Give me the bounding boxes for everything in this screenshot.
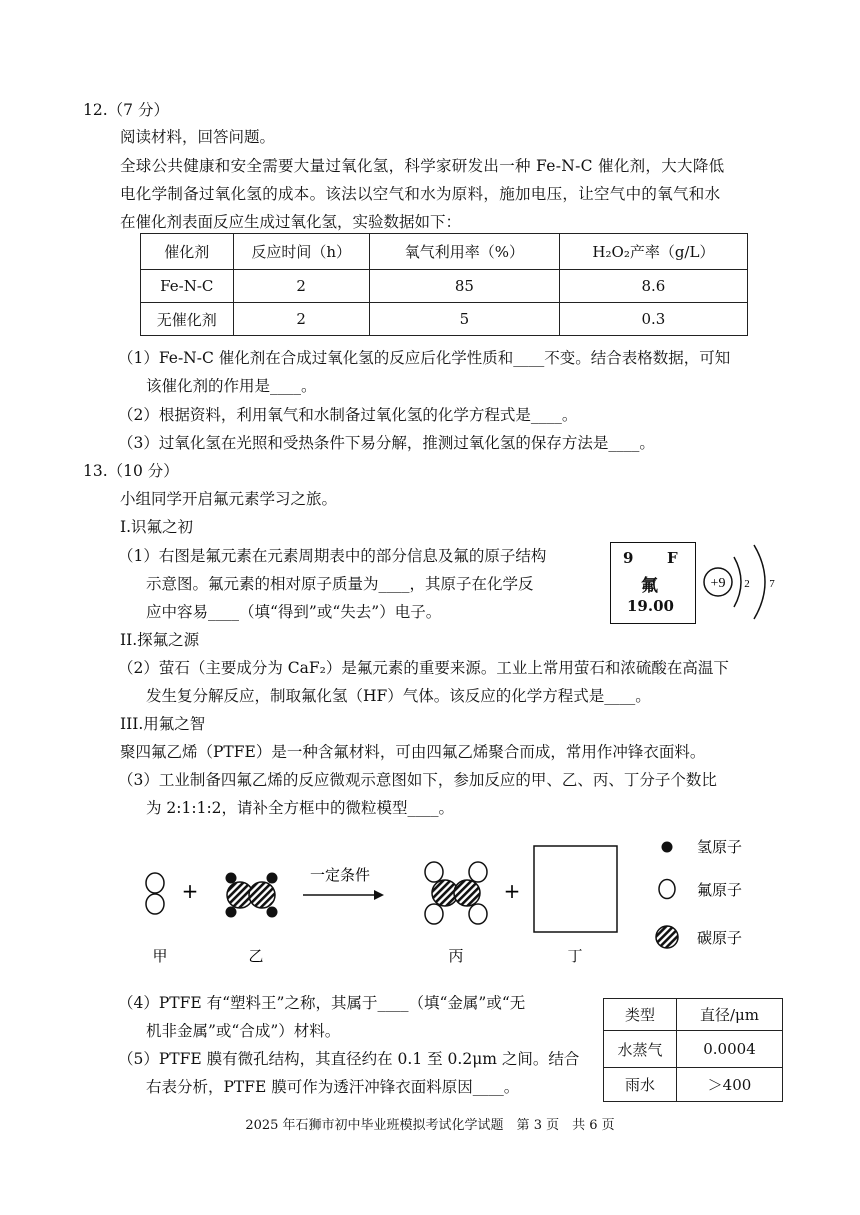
- table-cell: 85: [369, 270, 559, 303]
- table-cell: 0.3: [559, 303, 747, 336]
- element-cell: [610, 542, 696, 624]
- table-row: [141, 303, 748, 336]
- label-yi: 乙: [248, 947, 264, 965]
- q12-para-line-3: 在催化剂表面反应生成过氧化氢，实验数据如下：: [120, 213, 462, 231]
- table-cell: ＞400: [677, 1068, 783, 1102]
- q13-sub1-line-2: 示意图。氟元素的相对原子质量为____，其原子在化学反: [146, 575, 534, 593]
- table-header-row: [604, 999, 783, 1031]
- q13-sub2-line-1: （2）萤石（主要成分为 CaF₂）是氟元素的重要来源。工业上常用萤石和浓硫酸在高温下: [118, 659, 729, 677]
- q12-sub1-line-1: （1）Fe-N-C 催化剂在合成过氧化氢的反应后化学性质和____不变。结合表格数据，可知: [118, 349, 731, 367]
- plus-sign: +: [503, 879, 521, 903]
- nucleus-charge: +9: [710, 576, 726, 591]
- q12-para-line-2: 电化学制备过氧化氢的成本。该法以空气和水为原料，施加电压，让空气中的氧气和水: [120, 185, 721, 203]
- q13-section-2: II.探氟之源: [120, 631, 200, 649]
- table-header-cell: 反应时间（h）: [233, 234, 369, 270]
- table-header-cell: 类型: [604, 999, 677, 1031]
- q12-para-line-1: 全球公共健康和安全需要大量过氧化氢，科学家研发出一种 Fe-N-C 催化剂，大大降低: [120, 157, 725, 175]
- shell-1-electrons: 2: [744, 578, 750, 590]
- q13-sub2-line-2: 发生复分解反应，制取氟化氢（HF）气体。该反应的化学方程式是____。: [146, 687, 651, 705]
- table-header-cell: 氧气利用率（%）: [369, 234, 559, 270]
- legend-hydrogen-icon: [662, 842, 673, 853]
- q12-intro: 阅读材料，回答问题。: [120, 128, 276, 146]
- legend-fluorine-label: 氟原子: [697, 881, 743, 899]
- q13-sub3-line-2: 为 2:1:1:2，请补全方框中的微粒模型____。: [146, 799, 455, 817]
- element-symbol: F: [667, 549, 678, 567]
- q12-header: 12.（7 分）: [83, 101, 169, 119]
- legend-fluorine-icon: [659, 880, 675, 899]
- atom-structure-diagram: [700, 537, 782, 627]
- q13-sub4-line-1: （4）PTFE 有“塑料王”之称，其属于____（填“金属”或“无: [118, 994, 526, 1012]
- q12-sub1-line-2: 该催化剂的作用是____。: [146, 377, 317, 395]
- atomic-mass: 19.00: [627, 597, 674, 615]
- q13-size-table: [603, 998, 783, 1102]
- table-cell: 8.6: [559, 270, 747, 303]
- table-row: [604, 1031, 783, 1068]
- label-bing: 丙: [448, 947, 464, 965]
- reaction-micro-diagram: [0, 820, 860, 970]
- q12-sub2: （2）根据资料，利用氧气和水制备过氧化氢的化学方程式是____。: [118, 406, 578, 424]
- table-cell: Fe-N-C: [141, 270, 234, 303]
- label-jia: 甲: [152, 947, 168, 965]
- shell-2-electrons: 7: [769, 578, 775, 590]
- q13-section-3: III.用氟之智: [120, 715, 206, 733]
- q13-intro: 小组同学开启氟元素学习之旅。: [120, 490, 338, 508]
- table-cell: 雨水: [604, 1068, 677, 1102]
- molecule-yi: [226, 873, 278, 918]
- q13-sub3-line-1: （3）工业制备四氟乙烯的反应微观示意图如下，参加反应的甲、乙、丙、丁分子个数比: [118, 771, 717, 789]
- table-cell: 5: [369, 303, 559, 336]
- q13-sub4-line-2: 机非金属”或“合成”）材料。: [146, 1022, 341, 1040]
- legend-carbon-icon: [656, 926, 678, 948]
- atomic-number: 9: [623, 549, 634, 567]
- table-row: [604, 1068, 783, 1102]
- molecule-bing: [425, 862, 487, 924]
- q13-sub1-line-1: （1）右图是氟元素在元素周期表中的部分信息及氟的原子结构: [118, 547, 547, 565]
- q12-data-table: [140, 233, 748, 336]
- plus-sign: +: [181, 879, 199, 903]
- legend-hydrogen-label: 氢原子: [697, 838, 743, 856]
- legend-carbon-label: 碳原子: [697, 929, 743, 947]
- table-cell: 水蒸气: [604, 1031, 677, 1068]
- element-name: 氟: [641, 576, 658, 596]
- q12-sub3: （3）过氧化氢在光照和受热条件下易分解，推测过氧化氢的保存方法是____。: [118, 434, 655, 452]
- q13-sub1-line-3: 应中容易____（填“得到”或“失去”）电子。: [146, 603, 442, 621]
- q13-header: 13.（10 分）: [83, 462, 179, 480]
- table-row: [141, 270, 748, 303]
- legend: [656, 838, 742, 948]
- table-header-cell: 催化剂: [141, 234, 234, 270]
- table-cell: 0.0004: [677, 1031, 783, 1068]
- table-header-row: [141, 234, 748, 270]
- table-cell: 无催化剂: [141, 303, 234, 336]
- answer-box: [534, 846, 617, 932]
- q13-sub5-line-1: （5）PTFE 膜有微孔结构，其直径约在 0.1 至 0.2μm 之间。结合: [118, 1050, 580, 1068]
- molecule-jia: [146, 873, 164, 914]
- table-header-cell: 直径/μm: [677, 999, 783, 1031]
- table-cell: 2: [233, 270, 369, 303]
- label-ding: 丁: [567, 947, 583, 965]
- reaction-condition: 一定条件: [309, 866, 371, 884]
- table-header-cell: H₂O₂产率（g/L）: [559, 234, 747, 270]
- q13-sub5-line-2: 右表分析，PTFE 膜可作为透汗冲锋衣面料原因____。: [146, 1078, 520, 1096]
- q13-section-1: I.识氟之初: [120, 518, 194, 536]
- page-footer: 2025 年石狮市初中毕业班模拟考试化学试题 第 3 页 共 6 页: [245, 1118, 615, 1133]
- table-cell: 2: [233, 303, 369, 336]
- q13-ptfe-intro: 聚四氟乙烯（PTFE）是一种含氟材料，可由四氟乙烯聚合而成，常用作冲锋衣面料。: [120, 743, 706, 761]
